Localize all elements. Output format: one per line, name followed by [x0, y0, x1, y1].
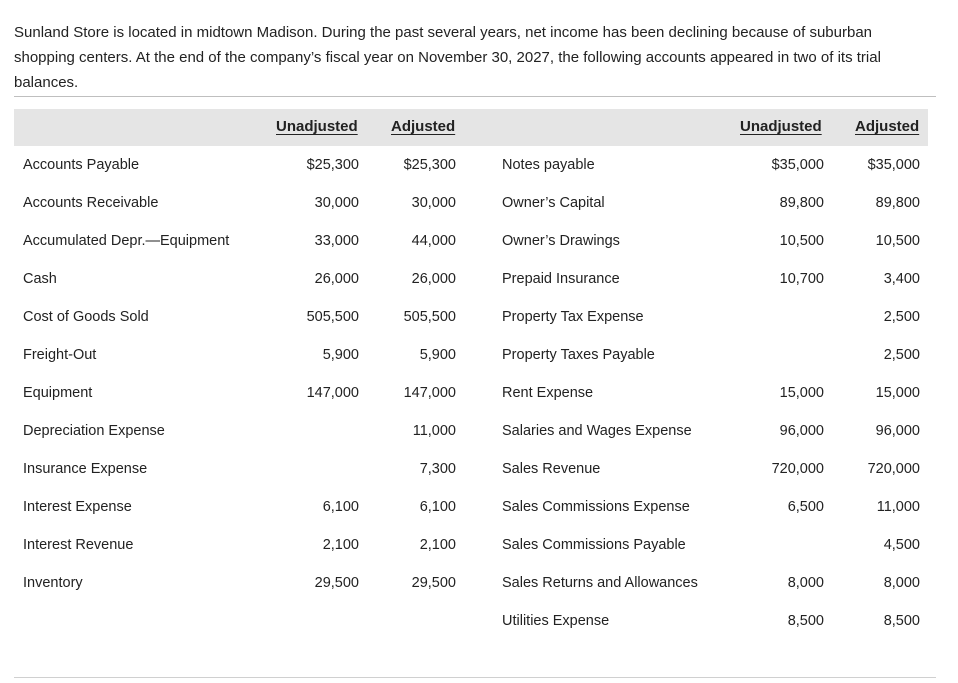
left-unadjusted-amount: 33,000	[314, 233, 359, 249]
right-unadjusted-amount: 96,000	[779, 423, 824, 439]
right-unadjusted-header: Unadjusted	[740, 118, 822, 135]
left-account-name: Freight-Out	[23, 347, 97, 363]
left-adjusted-amount: 147,000	[403, 385, 456, 401]
right-unadjusted-amount	[724, 307, 824, 327]
left-account-name: Cost of Goods Sold	[23, 309, 149, 325]
intro-divider	[14, 96, 936, 97]
right-unadjusted-amount: 89,800	[779, 195, 824, 211]
right-unadjusted-amount: $35,000	[771, 157, 824, 173]
left-unadjusted-amount: 2,100	[322, 537, 359, 553]
right-account-name: Owner’s Drawings	[502, 233, 620, 249]
right-account-name: Prepaid Insurance	[502, 271, 620, 287]
problem-intro-text: Sunland Store is located in midtown Madison. During the past several years, net income has been declining because of suburban shopping centers. At the end of the company’s fiscal year on November 30, 2027, the following accounts appeared in two of its trial balances.	[14, 24, 881, 91]
left-adjusted-amount: 505,500	[403, 309, 456, 325]
left-account-name: Accumulated Depr.—Equipment	[23, 233, 230, 249]
right-adjusted-amount: 2,500	[883, 309, 920, 325]
left-account-name: Cash	[23, 271, 57, 287]
left-account-name: Interest Expense	[23, 499, 132, 515]
right-account-name: Sales Revenue	[502, 461, 601, 477]
right-adjusted-amount: 4,500	[883, 537, 920, 553]
left-account-name: Depreciation Expense	[23, 423, 165, 439]
right-adjusted-header: Adjusted	[855, 118, 920, 135]
left-unadjusted-amount: 6,100	[322, 499, 359, 515]
left-adjusted-header: Adjusted	[391, 118, 456, 135]
left-account-name: Interest Revenue	[23, 537, 134, 553]
right-adjusted-amount: 15,000	[875, 385, 920, 401]
left-unadjusted-amount	[259, 421, 359, 441]
right-adjusted-amount: 96,000	[875, 423, 920, 439]
right-unadjusted-amount	[724, 535, 824, 555]
right-unadjusted-amount: 6,500	[787, 499, 824, 515]
left-account-name: Inventory	[23, 575, 83, 591]
right-account-name: Salaries and Wages Expense	[502, 423, 692, 439]
right-account-name: Property Tax Expense	[502, 309, 644, 325]
right-account-name: Property Taxes Payable	[502, 347, 655, 363]
left-adjusted-amount: 7,300	[419, 461, 456, 477]
left-unadjusted-amount: 30,000	[314, 195, 359, 211]
right-adjusted-amount: 10,500	[875, 233, 920, 249]
right-account-name: Sales Returns and Allowances	[502, 575, 698, 591]
right-unadjusted-amount: 10,500	[779, 233, 824, 249]
right-adjusted-amount: 8,500	[883, 613, 920, 629]
left-adjusted-amount: 30,000	[411, 195, 456, 211]
right-unadjusted-amount: 15,000	[779, 385, 824, 401]
right-unadjusted-amount: 8,500	[787, 613, 824, 629]
right-unadjusted-amount: 10,700	[779, 271, 824, 287]
left-adjusted-amount: 2,100	[419, 537, 456, 553]
left-unadjusted-amount: 29,500	[314, 575, 359, 591]
left-adjusted-amount: 29,500	[411, 575, 456, 591]
left-unadjusted-amount: $25,300	[306, 157, 359, 173]
bottom-divider	[14, 677, 936, 678]
left-unadjusted-amount: 26,000	[314, 271, 359, 287]
left-account-name: Accounts Receivable	[23, 195, 159, 211]
left-account-name: Insurance Expense	[23, 461, 148, 477]
right-unadjusted-amount: 720,000	[771, 461, 824, 477]
left-unadjusted-amount: 5,900	[322, 347, 359, 363]
left-adjusted-amount: $25,300	[403, 157, 456, 173]
right-account-name: Sales Commissions Expense	[502, 499, 690, 515]
left-unadjusted-amount	[259, 459, 359, 479]
left-unadjusted-amount: 147,000	[306, 385, 359, 401]
right-account-name: Sales Commissions Payable	[502, 537, 686, 553]
left-adjusted-amount: 5,900	[419, 347, 456, 363]
left-adjusted-amount: 11,000	[412, 423, 456, 439]
left-account-name: Accounts Payable	[23, 157, 140, 173]
left-unadjusted-header: Unadjusted	[276, 118, 358, 135]
right-adjusted-amount: $35,000	[867, 157, 920, 173]
right-adjusted-amount: 3,400	[883, 271, 920, 287]
right-adjusted-amount: 720,000	[867, 461, 920, 477]
left-adjusted-amount: 44,000	[411, 233, 456, 249]
left-unadjusted-amount: 505,500	[306, 309, 359, 325]
left-adjusted-amount: 6,100	[419, 499, 456, 515]
right-account-name: Notes payable	[502, 157, 595, 173]
left-account-name: Equipment	[23, 385, 93, 401]
right-adjusted-amount: 89,800	[875, 195, 920, 211]
left-adjusted-amount: 26,000	[411, 271, 456, 287]
right-account-name: Owner’s Capital	[502, 195, 605, 211]
right-account-name: Utilities Expense	[502, 613, 610, 629]
right-unadjusted-amount: 8,000	[787, 575, 824, 591]
right-adjusted-amount: 8,000	[883, 575, 920, 591]
right-adjusted-amount: 11,000	[876, 499, 920, 515]
right-account-name: Rent Expense	[502, 385, 594, 401]
right-adjusted-amount: 2,500	[883, 347, 920, 363]
right-unadjusted-amount	[724, 345, 824, 365]
